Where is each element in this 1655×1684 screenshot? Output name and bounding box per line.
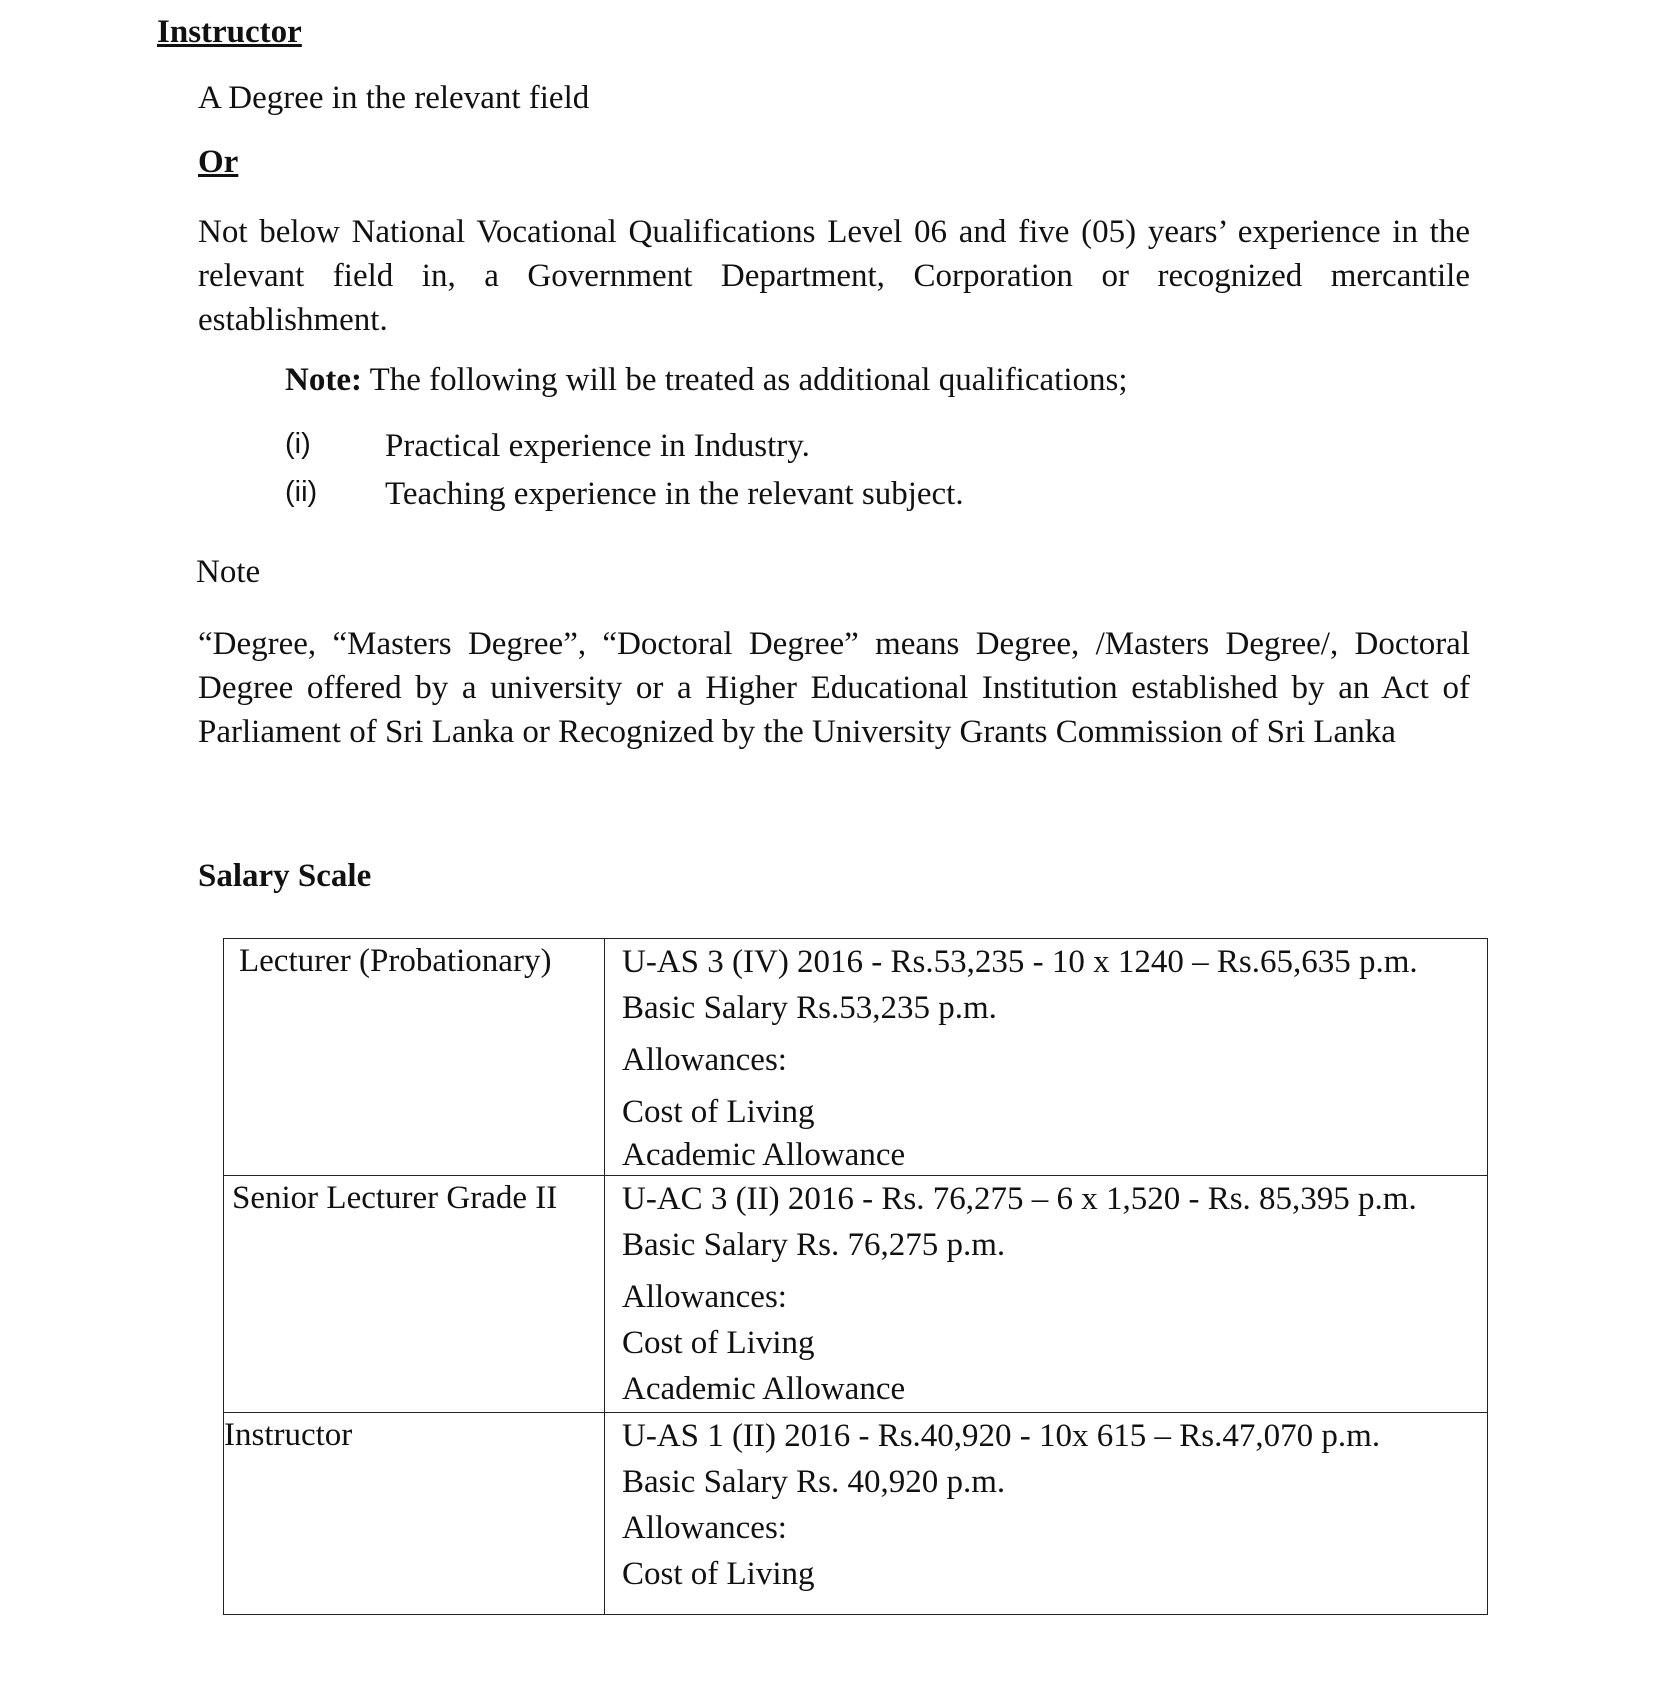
salary-scale-heading: Salary Scale xyxy=(198,858,372,894)
salary-scale-line: U-AS 1 (II) 2016 - Rs.40,920 - 10x 615 – Rs.47,070 p.m. xyxy=(622,1418,1381,1454)
role-name: Lecturer (Probationary) xyxy=(239,943,552,979)
general-note-label: Note xyxy=(196,554,261,590)
additional-qualifications-note xyxy=(285,362,1128,399)
list-item-text: Teaching experience in the relevant subject. xyxy=(385,476,964,512)
allowance-item: Cost of Living xyxy=(622,1556,815,1592)
allowance-item: Cost of Living xyxy=(622,1094,815,1130)
salary-detail-cell xyxy=(605,939,1488,1176)
instructor-heading: Instructor xyxy=(157,14,302,50)
alternative-requirement: Not below National Vocational Qualifications Level 06 and five (05) years’ experience in the relevant field in, a Government Department, Corporation or recognized mercantile establishment. xyxy=(198,214,1470,338)
role-cell xyxy=(224,939,605,1176)
table-row xyxy=(224,1176,1488,1413)
list-item xyxy=(285,428,810,465)
note-text: The following will be treated as additional qualifications; xyxy=(361,362,1128,398)
salary-table xyxy=(223,938,1488,1615)
table-row xyxy=(224,1413,1488,1615)
basic-salary-line: Basic Salary Rs. 40,920 p.m. xyxy=(622,1464,1006,1500)
salary-scale-line: U-AC 3 (II) 2016 - Rs. 76,275 – 6 x 1,520 - Rs. 85,395 p.m. xyxy=(622,1181,1417,1217)
table-row xyxy=(224,939,1488,1176)
allowances-label: Allowances: xyxy=(622,1279,787,1315)
role-cell xyxy=(224,1176,605,1413)
or-label: Or xyxy=(198,144,239,180)
list-item-number: (i) xyxy=(285,428,311,460)
basic-salary-line: Basic Salary Rs. 76,275 p.m. xyxy=(622,1227,1006,1263)
list-item xyxy=(285,476,964,513)
salary-scale-line: U-AS 3 (IV) 2016 - Rs.53,235 - 10 x 1240 – Rs.65,635 p.m. xyxy=(622,944,1418,980)
allowance-item: Academic Allowance xyxy=(622,1137,906,1173)
role-name: Instructor xyxy=(224,1417,353,1453)
degree-definition: “Degree, “Masters Degree”, “Doctoral Degree” means Degree, /Masters Degree/, Doctoral Degree offered by a university or a Higher Educational Institution established by an Act of Parliament of Sri Lanka or Recognized by the University Grants Commission of Sri Lanka xyxy=(198,626,1470,750)
allowances-label: Allowances: xyxy=(622,1042,787,1078)
salary-detail-cell xyxy=(605,1413,1488,1615)
allowances-label: Allowances: xyxy=(622,1510,787,1546)
list-item-text: Practical experience in Industry. xyxy=(385,428,810,464)
degree-requirement: A Degree in the relevant field xyxy=(198,80,590,116)
role-name: Senior Lecturer Grade II xyxy=(232,1180,558,1216)
note-label: Note: xyxy=(285,362,362,398)
allowance-item: Academic Allowance xyxy=(622,1371,906,1407)
allowance-item: Cost of Living xyxy=(622,1325,815,1361)
basic-salary-line: Basic Salary Rs.53,235 p.m. xyxy=(622,990,997,1026)
list-item-number: (ii) xyxy=(285,476,318,508)
role-cell xyxy=(224,1413,605,1615)
salary-detail-cell xyxy=(605,1176,1488,1413)
